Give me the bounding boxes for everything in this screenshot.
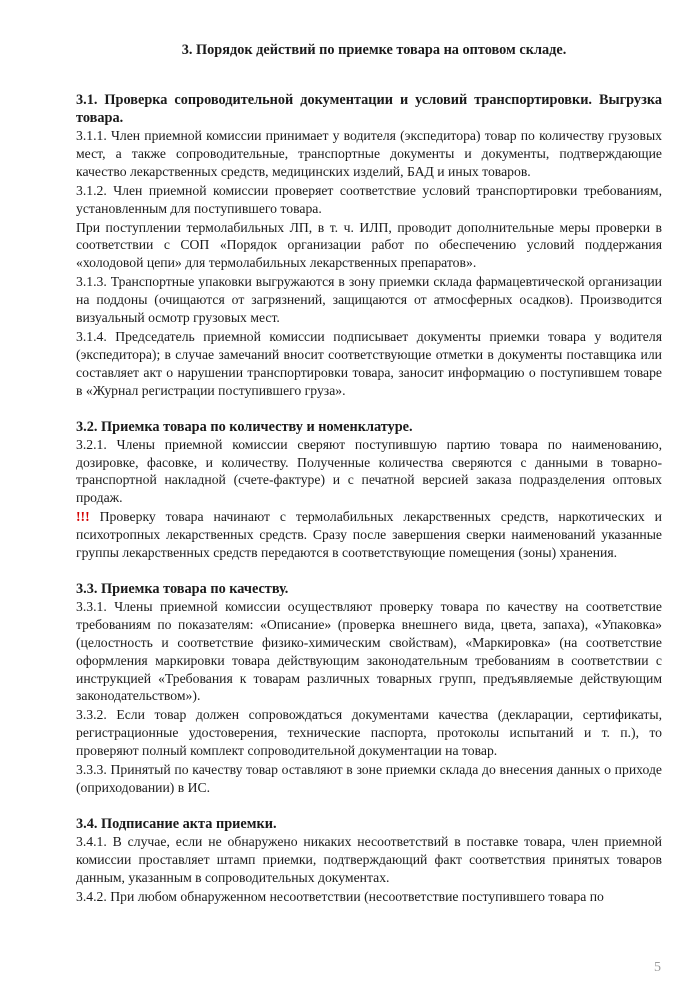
page-number: 5	[654, 960, 661, 975]
paragraph: 3.3.2. Если товар должен сопровождаться документами качества (декларации, сертификаты, регистрационные удостоверения, технические паспорта, протоколы испытаний и т. п.), то проверяют полный комплект сопроводительной документации на товар.	[76, 707, 662, 759]
paragraph: 3.1.4. Председатель приемной комиссии подписывает документы приемки товара у водителя (экспедитора); в случае замечаний вносит соответствующие отметки в документы поставщика или составляет акт о нарушении транспортировки товара, заносит информацию о поступившем товаре в «Журнал регистрации поступившего груза».	[76, 328, 662, 398]
paragraph: 3.1.2. Член приемной комиссии проверяет соответствие условий транспортировки требованиям, установленным для поступившего товара.	[76, 182, 662, 216]
paragraph: 3.4.2. При любом обнаруженном несоответствии (несоответствие поступившего товара по	[76, 888, 604, 904]
section-3-1	[76, 91, 662, 400]
section-heading: 3.3. Приемка товара по качеству.	[76, 580, 289, 597]
paragraph: При поступлении термолабильных ЛП, в т. ч. ИЛП, проводит дополнительные меры проверки в соответствии с СОП «Порядок организации работ по обеспечению условий поддержания «холодовой цепи» для термолабильных лекарственных препаратов».	[76, 219, 662, 271]
document-title: 3. Порядок действий по приемке товара на оптовом складе.	[181, 42, 567, 58]
paragraph: 3.1.1. Член приемной комиссии принимает у водителя (экспедитора) товар по количеству грузовых мест, а также сопроводительные, транспортные документы и документы, подтверждающие качество лекарственных средств, медицинских изделий, БАД и иных товаров.	[76, 128, 662, 179]
warning-text: Проверку товара начинают с термолабильных лекарственных средств, наркотических и психотропных лекарственных средств. Сразу после завершения сверки наименований указанные группы лекарственных средств передаются в соответствующие помещения (зоны) хранения.	[76, 509, 662, 561]
paragraph: 3.4.1. В случае, если не обнаружено никаких несоответствий в поставке товара, член приемной комиссии проставляет штамп приемки, подтверждающий факт соответствия принятых товаров данным, указанным в сопроводительных документах.	[76, 833, 662, 885]
paragraph: 3.3.1. Члены приемной комиссии осуществляют проверку товара по качеству на соответствие требованиям по показателям: «Описание» (проверка внешнего вида, цвета, запаха), «Упаковка» (целостность и соответствие физико-химическим свойствам), «Маркировка» (на соответствие оформления маркировки товара действующим законодательным требованиям в соответствии с инструкцией «Требования к товарам различных товарных групп, предъявляемые действующим законодательством»).	[76, 598, 662, 704]
section-3-2	[76, 418, 662, 562]
section-heading: 3.4. Подписание акта приемки.	[76, 815, 277, 832]
section-heading: 3.2. Приемка товара по количеству и номенклатуре.	[76, 418, 413, 435]
warning-paragraph	[76, 508, 662, 562]
section-heading: 3.1. Проверка сопроводительной документации и условий транспортировки. Выгрузка товара.	[76, 92, 662, 126]
section-3-3	[76, 580, 662, 797]
paragraph: 3.1.3. Транспортные упаковки выгружаются в зону приемки склада фармацевтической организации на поддоны (очищаются от загрязнений, защищаются от атмосферных осадков). Производится визуальный осмотр грузовых мест.	[76, 274, 662, 326]
paragraph: 3.2.1. Члены приемной комиссии сверяют поступившую партию товара по наименованию, дозировке, фасовке, и количеству. Полученные количества сверяются с данными в товарно-транспортной накладной (счете-фактуре) и с печатной версией заказа подразделения оптовых продаж.	[76, 436, 662, 506]
section-3-4	[76, 815, 662, 906]
warning-mark: !!!	[76, 509, 90, 525]
paragraph: 3.3.3. Принятый по качеству товар оставляют в зоне приемки склада до внесения данных о приходе (оприходовании) в ИС.	[76, 762, 662, 795]
